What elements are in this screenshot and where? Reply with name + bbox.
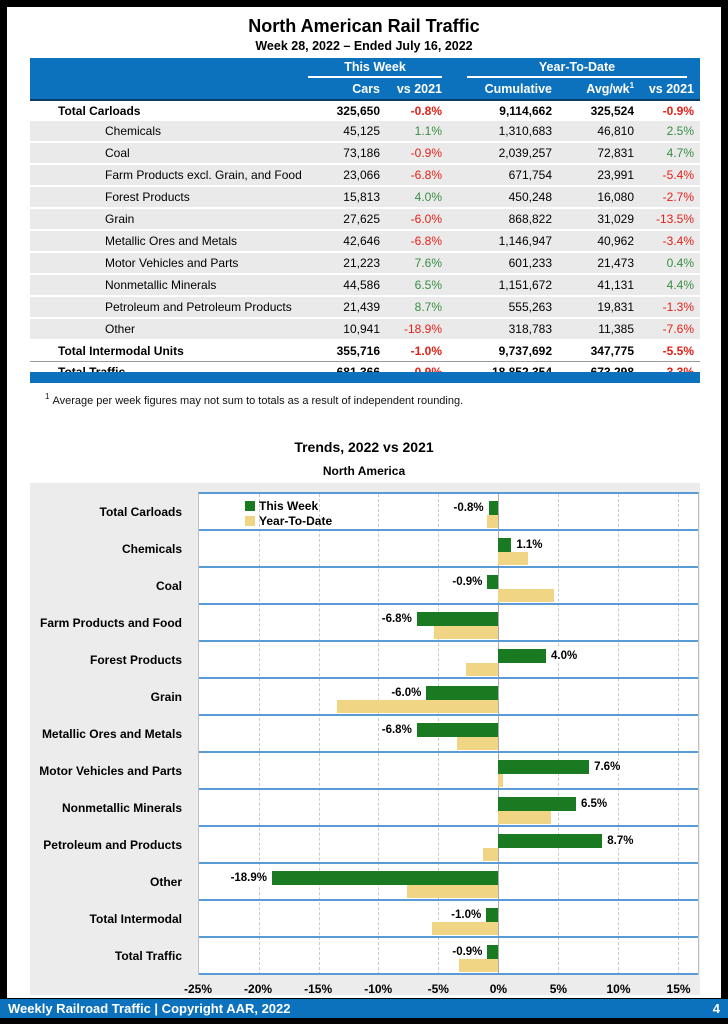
avg-per-week-value: 325,524 [562,100,640,121]
category-label: Nonmetallic Minerals [61,801,182,816]
report-page [7,7,721,998]
footnote [45,392,464,407]
cumulative-value: 601,233 [454,252,562,274]
row-label: Farm Products excl. Grain, and Food [30,164,302,186]
chart-row [199,679,698,716]
this-week-bar [426,686,498,700]
ytd-vs2021-value: 4.7% [640,142,700,164]
table-header [30,58,700,100]
row-label: Nonmetallic Minerals [30,274,302,296]
page-title: North American Rail Traffic [248,16,480,36]
week-vs2021-value: -6.8% [386,164,448,186]
ytd-bar [434,626,499,639]
week-vs2021-value: 7.6% [386,252,448,274]
cars-value: 44,586 [302,274,386,296]
cars-value: 355,716 [302,340,386,362]
table-row [30,340,700,362]
cars-value: 325,650 [302,100,386,121]
x-tick-label: 10% [606,982,631,996]
ytd-bar [459,959,498,972]
x-tick-label: -20% [244,982,273,996]
cumulative-value: 555,263 [454,296,562,318]
category-label: Grain [150,690,182,705]
ytd-vs2021-value: -1.3% [640,296,700,318]
cars-value: 10,941 [302,318,386,340]
bar-data-label: -0.9% [452,576,483,588]
row-label: Total Intermodal Units [30,340,302,362]
avg-per-week-value: 11,385 [562,318,640,340]
ytd-vs2021-value: -3.4% [640,230,700,252]
traffic-table [30,58,700,383]
this-week-bar [417,612,498,626]
cars-value: 73,186 [302,142,386,164]
row-label: Motor Vehicles and Parts [30,252,302,274]
ytd-bar [483,848,499,861]
chart-legend [245,498,332,528]
col-header-avgwk [562,78,640,100]
this-week-bar [272,871,498,885]
bar-data-label: 6.5% [580,798,608,810]
chart-row [199,531,698,568]
ytd-vs2021-value: 0.4% [640,252,700,274]
bar-data-label: -0.8% [453,502,484,514]
table-row [30,164,700,186]
legend-item-this-week [245,498,332,513]
chart-row [199,642,698,679]
page-subtitle: Week 28, 2022 – Ended July 16, 2022 [255,39,473,53]
ytd-bar [432,922,498,935]
ytd-bar [457,737,498,750]
ytd-vs2021-value: -13.5% [640,208,700,230]
cars-value: 15,813 [302,186,386,208]
avgwk-text: Avg/wk [586,81,630,96]
row-label: Chemicals [30,121,302,142]
x-tick-label: -15% [304,982,333,996]
cars-value: 45,125 [302,121,386,142]
x-tick-label: -10% [364,982,393,996]
plot-area [198,492,699,975]
row-label: Other [30,318,302,340]
chart-row [199,568,698,605]
avg-per-week-value: 347,775 [562,340,640,362]
footer-text: Weekly Railroad Traffic | Copyright AAR, 2022 [8,1001,291,1016]
footer-page-number: 4 [712,1001,720,1016]
ytd-bar [337,700,499,713]
chart-title: Trends, 2022 vs 2021 [294,439,434,455]
ytd-vs2021-value: -0.9% [640,100,700,121]
col-header-cars: Cars [302,78,386,100]
table-body [30,100,700,383]
ytd-bar [498,774,503,787]
col-header-wk-vs2021: vs 2021 [386,78,448,100]
chart-row [199,901,698,938]
bar-data-label: -6.8% [381,613,412,625]
category-label: Chemicals [121,542,182,557]
header-spacer [30,58,302,78]
category-label: Total Intermodal [89,912,182,927]
ytd-vs2021-value: -5.5% [640,340,700,362]
ytd-vs2021-value: 4.4% [640,274,700,296]
cumulative-value: 9,737,692 [454,340,562,362]
cars-value: 21,223 [302,252,386,274]
this-week-bar [417,723,498,737]
ytd-vs2021-value: -7.6% [640,318,700,340]
cumulative-value: 2,039,257 [454,142,562,164]
week-vs2021-value: -0.9% [386,142,448,164]
cumulative-value: 1,146,947 [454,230,562,252]
week-vs2021-value: 8.7% [386,296,448,318]
ytd-swatch-icon [245,516,255,526]
week-vs2021-value: 6.5% [386,274,448,296]
cars-value: 21,439 [302,296,386,318]
this-week-bar [498,834,602,848]
group-header-ytd [454,58,700,78]
chart-row [199,753,698,790]
category-label: Petroleum and Products [43,838,182,853]
ytd-bar [498,552,528,565]
avg-per-week-value: 72,831 [562,142,640,164]
table-bottom-rule [30,372,700,383]
group-header-this-week [302,58,448,78]
week-vs2021-value: 4.0% [386,186,448,208]
category-label: Forest Products [89,653,182,668]
col-header-empty [30,78,302,100]
cumulative-value: 450,248 [454,186,562,208]
avg-per-week-value: 40,962 [562,230,640,252]
avg-per-week-value: 41,131 [562,274,640,296]
bar-data-label: 8.7% [607,835,634,847]
cumulative-value: 1,310,683 [454,121,562,142]
ytd-vs2021-value: -2.7% [640,186,700,208]
footnote-marker: 1 [45,392,50,402]
x-tick-label: 5% [549,982,568,996]
bar-data-label: -6.0% [391,687,422,699]
week-vs2021-value: -18.9% [386,318,448,340]
cumulative-value: 318,783 [454,318,562,340]
row-label: Total Carloads [30,100,302,121]
table-row [30,186,700,208]
bar-data-label: -0.9% [452,946,483,958]
week-vs2021-value: -6.0% [386,208,448,230]
avg-per-week-value: 16,080 [562,186,640,208]
ytd-bar [466,663,498,676]
footnote-text: Average per week figures may not sum to totals as a result of independent rounding. [52,395,464,407]
chart-row [199,827,698,864]
category-label: Total Carloads [99,505,182,520]
col-header-ytd-vs2021: vs 2021 [640,78,700,100]
this-week-bar [498,649,546,663]
table-row [30,296,700,318]
group-header-ytd-label: Year-To-Date [467,60,687,78]
row-label: Coal [30,142,302,164]
avg-per-week-value: 21,473 [562,252,640,274]
category-label: Motor Vehicles and Parts [39,764,182,779]
category-label: Total Traffic [114,949,182,964]
cumulative-value: 671,754 [454,164,562,186]
ytd-vs2021-value: 2.5% [640,121,700,142]
week-vs2021-value: 1.1% [386,121,448,142]
this-week-bar [498,760,589,774]
bar-data-label: -6.8% [381,724,412,736]
cumulative-value: 1,151,672 [454,274,562,296]
x-tick-label: -5% [427,982,449,996]
cars-value: 27,625 [302,208,386,230]
table-row [30,252,700,274]
week-vs2021-value: -0.8% [386,100,448,121]
chart-panel [30,483,700,995]
this-week-bar [487,945,498,959]
category-label: Metallic Ores and Metals [41,727,182,742]
bar-data-label: 4.0% [551,650,578,662]
avgwk-footnote-marker: 1 [629,80,635,90]
table-row [30,208,700,230]
legend-ytd-label: Year-To-Date [259,513,333,528]
row-label: Forest Products [30,186,302,208]
x-tick-label: 0% [489,982,508,996]
ytd-bar [498,811,551,824]
avg-per-week-value: 31,029 [562,208,640,230]
row-label: Grain [30,208,302,230]
group-header-this-week-label: This Week [308,60,442,78]
x-axis [183,980,699,998]
chart-row [199,716,698,753]
x-tick-label: -25% [183,982,213,996]
ytd-bar [407,885,498,898]
x-tick-label: 15% [666,982,691,996]
category-label: Other [149,875,182,890]
chart-row [199,938,698,975]
avg-per-week-value: 23,991 [562,164,640,186]
chart-row [199,790,698,827]
table-row [30,274,700,296]
table-row [30,318,700,340]
bar-data-label: -1.0% [451,909,482,921]
cars-value: 42,646 [302,230,386,252]
this-week-bar [489,501,499,515]
legend-this-week-label: This Week [259,498,319,513]
row-label: Metallic Ores and Metals [30,230,302,252]
traffic-table-wrapper [30,58,700,383]
category-label: Coal [155,579,182,594]
avg-per-week-value: 46,810 [562,121,640,142]
ytd-bar [487,515,498,528]
week-vs2021-value: -6.8% [386,230,448,252]
week-vs2021-value: -1.0% [386,340,448,362]
avg-per-week-value: 19,831 [562,296,640,318]
cumulative-value: 9,114,662 [454,100,562,121]
col-header-cumulative: Cumulative [454,78,562,100]
ytd-vs2021-value: -5.4% [640,164,700,186]
table-row [30,121,700,142]
ytd-bar [498,589,554,602]
cars-value: 23,066 [302,164,386,186]
chart-row [199,864,698,901]
chart-row [199,605,698,642]
legend-item-ytd [245,513,332,528]
this-week-bar [498,797,576,811]
table-row [30,230,700,252]
this-week-bar [487,575,498,589]
category-label: Farm Products and Food [39,616,182,631]
chart-subtitle: North America [322,464,406,478]
this-week-swatch-icon [245,501,255,511]
this-week-bar [486,908,498,922]
page-footer [0,999,728,1018]
table-row [30,100,700,121]
this-week-bar [498,538,511,552]
bar-data-label: 1.1% [516,539,543,551]
cumulative-value: 868,822 [454,208,562,230]
bar-data-label: -18.9% [230,872,267,884]
row-label: Petroleum and Petroleum Products [30,296,302,318]
bar-data-label: 7.6% [594,761,621,773]
table-row [30,142,700,164]
